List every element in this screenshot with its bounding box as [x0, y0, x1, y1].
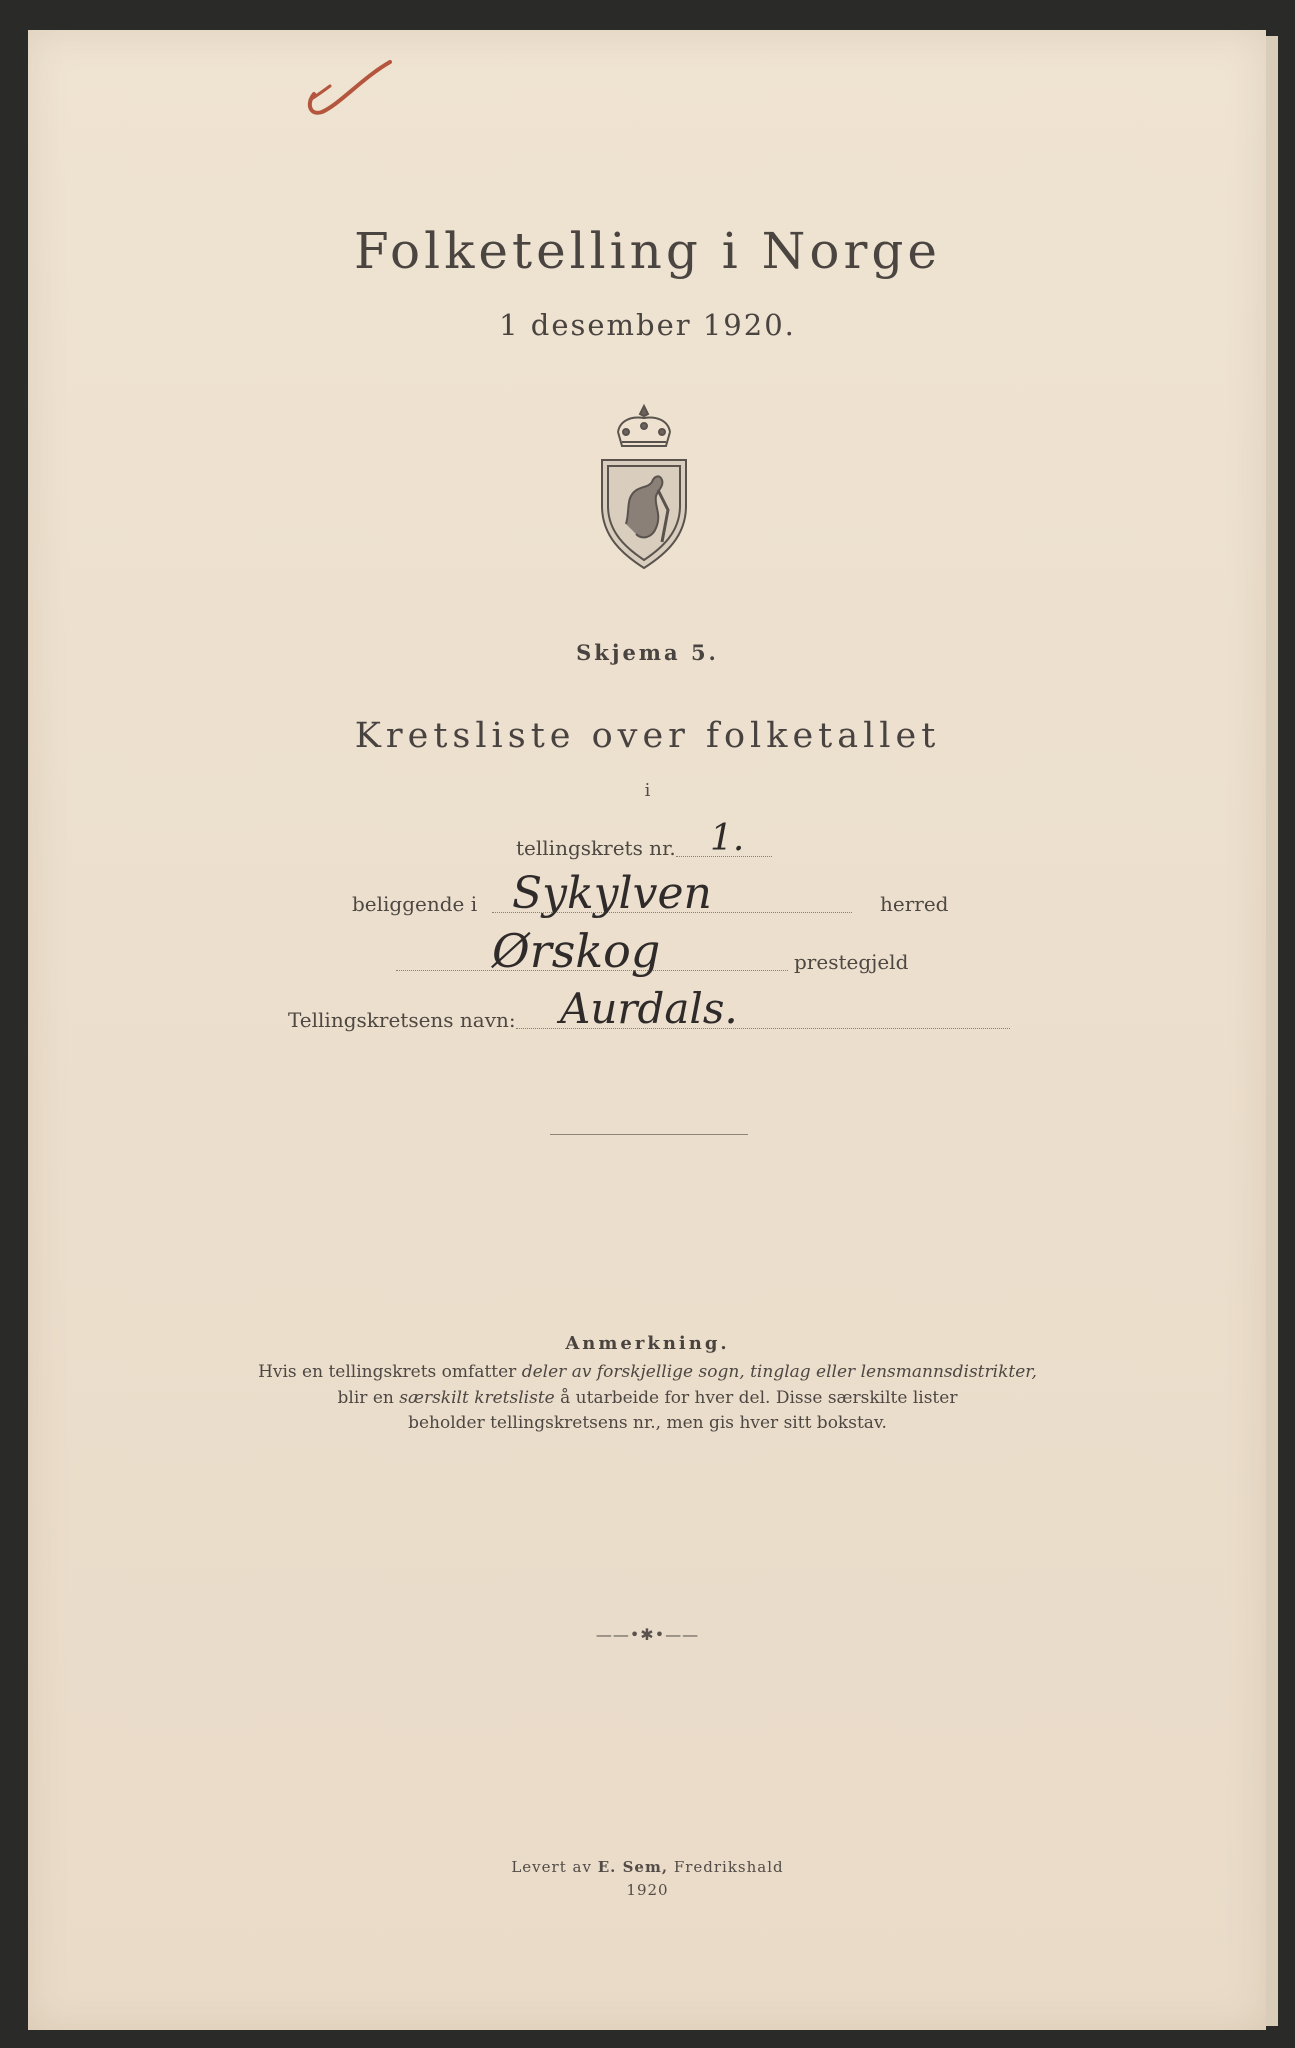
herred-label: herred — [880, 892, 949, 916]
check-mark-icon — [300, 56, 400, 126]
note-line-2-text-c: å utarbeide for hver del. Disse særskilte lister — [554, 1388, 958, 1408]
prestegjeld-value: Ørskog — [492, 924, 661, 978]
herred-value: Sykylven — [512, 868, 712, 919]
note-line-1-text: Hvis en tellingskrets omfatter — [258, 1362, 522, 1382]
form-number: Skjema 5. — [576, 640, 719, 665]
printer-line — [0, 1858, 1295, 1876]
printer-name: E. Sem, — [597, 1858, 669, 1876]
census-date: 1 desember 1920. — [499, 308, 796, 342]
note-line-2-emphasis: særskilt kretsliste — [399, 1388, 555, 1408]
coat-of-arms-icon — [596, 402, 692, 572]
krets-number-value: 1. — [710, 818, 745, 859]
printer-year: 1920 — [626, 1881, 669, 1899]
note-line-2-text-a: blir en — [337, 1388, 400, 1408]
krets-number-label: tellingskrets nr. — [516, 836, 676, 860]
preposition-text: i — [644, 780, 651, 801]
krets-name-label: Tellingskretsens navn: — [288, 1008, 516, 1032]
note-line-1 — [0, 1362, 1295, 1382]
prestegjeld-label: prestegjeld — [794, 950, 909, 974]
note-line-2 — [0, 1388, 1295, 1408]
divider-line — [550, 1134, 748, 1135]
krets-name-value: Aurdals. — [560, 984, 738, 1033]
note-line-1-emphasis: deler av forskjellige sogn, tinglag eller lensmannsdistrikter, — [521, 1362, 1037, 1382]
beliggende-label: beliggende i — [352, 892, 478, 916]
printer-city: Fredrikshald — [668, 1858, 784, 1876]
note-title: Anmerkning. — [565, 1333, 730, 1354]
form-heading: Kretsliste over folketallet — [354, 716, 941, 756]
printer-prefix: Levert av — [511, 1858, 598, 1876]
page-title: Folketelling i Norge — [354, 222, 941, 280]
ornament-divider: ——•✱•—— — [595, 1625, 700, 1644]
note-line-3: beholder tellingskretsens nr., men gis hver sitt bokstav. — [408, 1413, 887, 1433]
